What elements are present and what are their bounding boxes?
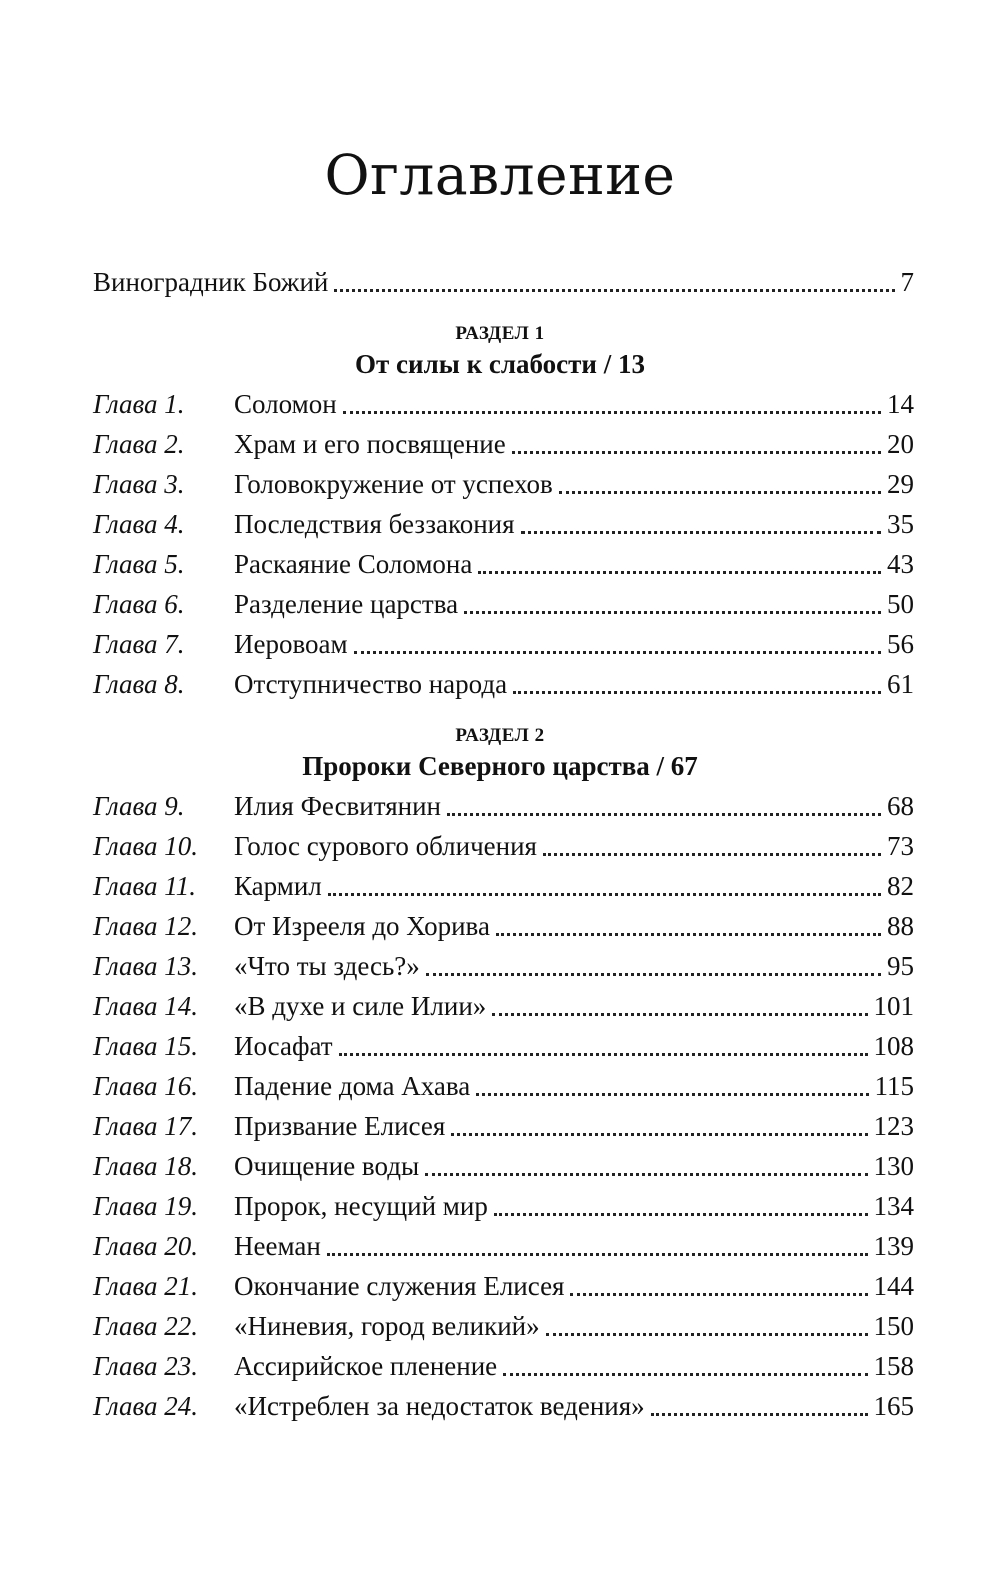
page-number: 56 <box>887 629 914 659</box>
toc-entry[interactable] <box>93 986 914 1026</box>
dot-leader <box>513 691 881 694</box>
toc-entry[interactable] <box>93 464 914 504</box>
page-number: 130 <box>873 1151 914 1181</box>
chapter-number: Глава 18. <box>93 1151 199 1181</box>
chapter-title: Головокружение от успехов <box>234 469 553 499</box>
toc-entry[interactable] <box>93 1226 914 1266</box>
chapter-number: Глава 9. <box>93 791 185 821</box>
page-number: 43 <box>887 549 914 579</box>
page-number: 165 <box>873 1391 914 1421</box>
toc-entry[interactable] <box>93 384 914 424</box>
chapter-number: Глава 6. <box>93 589 185 619</box>
chapter-number: Глава 14. <box>93 991 199 1021</box>
chapter-title: Ассирийское пленение <box>234 1351 498 1381</box>
chapter-number: Глава 16. <box>93 1071 199 1101</box>
page-number: 144 <box>873 1271 914 1301</box>
section-2-heading <box>0 724 1000 784</box>
page-number: 134 <box>873 1191 914 1221</box>
chapter-title: От Изрееля до Хорива <box>234 911 490 941</box>
toc-entry[interactable] <box>93 424 914 464</box>
chapter-number: Глава 10. <box>93 831 199 861</box>
toc-entry[interactable] <box>93 866 914 906</box>
chapter-number: Глава 20. <box>93 1231 199 1261</box>
dot-leader <box>425 1173 867 1176</box>
page-number: 158 <box>873 1351 914 1381</box>
dot-leader <box>546 1333 868 1336</box>
page-number: 29 <box>887 469 914 499</box>
page-number: 14 <box>887 389 914 419</box>
chapter-title: Пророк, несущий мир <box>234 1191 488 1221</box>
dot-leader <box>447 813 881 816</box>
section-label: РАЗДЕЛ 2 <box>455 725 545 746</box>
chapter-title: Разделение царства <box>234 589 459 619</box>
chapter-number: Глава 3. <box>93 469 185 499</box>
section-label: РАЗДЕЛ 1 <box>455 323 545 344</box>
toc-entry[interactable] <box>93 906 914 946</box>
page-number: 123 <box>873 1111 914 1141</box>
toc-entry[interactable] <box>93 1266 914 1306</box>
chapter-number: Глава 2. <box>93 429 185 459</box>
chapter-number: Глава 23. <box>93 1351 199 1381</box>
chapter-number: Глава 11. <box>93 871 197 901</box>
page-number: 88 <box>887 911 914 941</box>
chapter-title: Соломон <box>234 389 337 419</box>
chapter-title: Призвание Елисея <box>234 1111 446 1141</box>
chapter-number: Глава 7. <box>93 629 185 659</box>
page-number: 7 <box>900 267 914 297</box>
entry-title: Виноградник Божий <box>93 267 329 297</box>
chapter-number: Глава 17. <box>93 1111 199 1141</box>
chapter-title: Раскаяние Соломона <box>234 549 473 579</box>
toc-entry[interactable] <box>93 1026 914 1066</box>
page-number: 68 <box>887 791 914 821</box>
dot-leader <box>354 651 881 654</box>
chapter-title: Последствия беззакония <box>234 509 515 539</box>
toc-entry[interactable] <box>93 584 914 624</box>
section-title: Пророки Северного царства / 67 <box>302 751 698 781</box>
dot-leader <box>651 1413 868 1416</box>
chapter-number: Глава 15. <box>93 1031 199 1061</box>
toc-entry[interactable] <box>93 1346 914 1386</box>
chapter-title: Илия Фесвитянин <box>234 791 441 821</box>
dot-leader <box>570 1293 867 1296</box>
chapter-title: Кармил <box>234 871 322 901</box>
dot-leader <box>478 571 881 574</box>
dot-leader <box>559 491 881 494</box>
dot-leader <box>451 1133 867 1136</box>
toc-entry[interactable] <box>93 826 914 866</box>
chapter-title: Нееман <box>234 1231 321 1261</box>
section-title: От силы к слабости / 13 <box>355 349 645 379</box>
dot-leader <box>496 933 881 936</box>
page-number: 108 <box>873 1031 914 1061</box>
page-number: 95 <box>887 951 914 981</box>
toc-entry[interactable] <box>93 1186 914 1226</box>
dot-leader <box>521 531 881 534</box>
dot-leader <box>476 1093 868 1096</box>
dot-leader <box>512 451 881 454</box>
page-number: 82 <box>887 871 914 901</box>
toc-entry[interactable] <box>93 544 914 584</box>
section-1-heading <box>0 322 1000 382</box>
chapter-number: Глава 1. <box>93 389 185 419</box>
chapter-title: «В духе и силе Илии» <box>234 991 487 1021</box>
page-number: 115 <box>874 1071 914 1101</box>
dot-leader <box>426 973 881 976</box>
toc-entry[interactable] <box>93 664 914 704</box>
chapter-title: «Истреблен за недостаток ведения» <box>234 1391 645 1421</box>
toc-entry[interactable] <box>93 946 914 986</box>
dot-leader <box>503 1373 867 1376</box>
chapter-number: Глава 21. <box>93 1271 199 1301</box>
dot-leader <box>334 289 894 292</box>
chapter-number: Глава 4. <box>93 509 185 539</box>
section-2-chapter-list <box>93 786 914 1426</box>
page-number: 61 <box>887 669 914 699</box>
toc-entry[interactable] <box>93 1146 914 1186</box>
dot-leader <box>339 1053 868 1056</box>
dot-leader <box>343 411 881 414</box>
toc-entry[interactable] <box>93 504 914 544</box>
chapter-number: Глава 8. <box>93 669 185 699</box>
chapter-title: «Что ты здесь?» <box>234 951 420 981</box>
toc-entry[interactable] <box>93 1306 914 1346</box>
chapter-title: Отступничество народа <box>234 669 508 699</box>
toc-entry[interactable] <box>93 786 914 826</box>
chapter-number: Глава 5. <box>93 549 185 579</box>
chapter-number: Глава 13. <box>93 951 199 981</box>
page-number: 73 <box>887 831 914 861</box>
dot-leader <box>494 1213 868 1216</box>
chapter-number: Глава 12. <box>93 911 199 941</box>
page-number: 150 <box>873 1311 914 1341</box>
dot-leader <box>327 1253 868 1256</box>
toc-entry[interactable] <box>93 1066 914 1106</box>
dot-leader <box>464 611 881 614</box>
dot-leader <box>328 893 881 896</box>
toc-entry-intro[interactable] <box>93 262 914 302</box>
chapter-title: Очищение воды <box>234 1151 420 1181</box>
toc-entry[interactable] <box>93 1106 914 1146</box>
chapter-number: Глава 22. <box>93 1311 199 1341</box>
chapter-title: Окончание служения Елисея <box>234 1271 565 1301</box>
chapter-title: Иеровоам <box>234 629 348 659</box>
chapter-title: Храм и его посвящение <box>234 429 506 459</box>
toc-entry[interactable] <box>93 624 914 664</box>
page-number: 20 <box>887 429 914 459</box>
page-number: 139 <box>873 1231 914 1261</box>
chapter-title: «Ниневия, город великий» <box>234 1311 540 1341</box>
chapter-title: Падение дома Ахава <box>234 1071 471 1101</box>
toc-entry[interactable] <box>93 1386 914 1426</box>
chapter-number: Глава 19. <box>93 1191 199 1221</box>
dot-leader <box>492 1013 867 1016</box>
dot-leader <box>543 853 881 856</box>
page-number: 50 <box>887 589 914 619</box>
chapter-number: Глава 24. <box>93 1391 199 1421</box>
page-number: 101 <box>873 991 914 1021</box>
page-title: Оглавление <box>324 143 676 207</box>
section-1-chapter-list <box>93 384 914 704</box>
chapter-title: Иосафат <box>234 1031 333 1061</box>
chapter-title: Голос сурового обличения <box>234 831 537 861</box>
page-number: 35 <box>887 509 914 539</box>
